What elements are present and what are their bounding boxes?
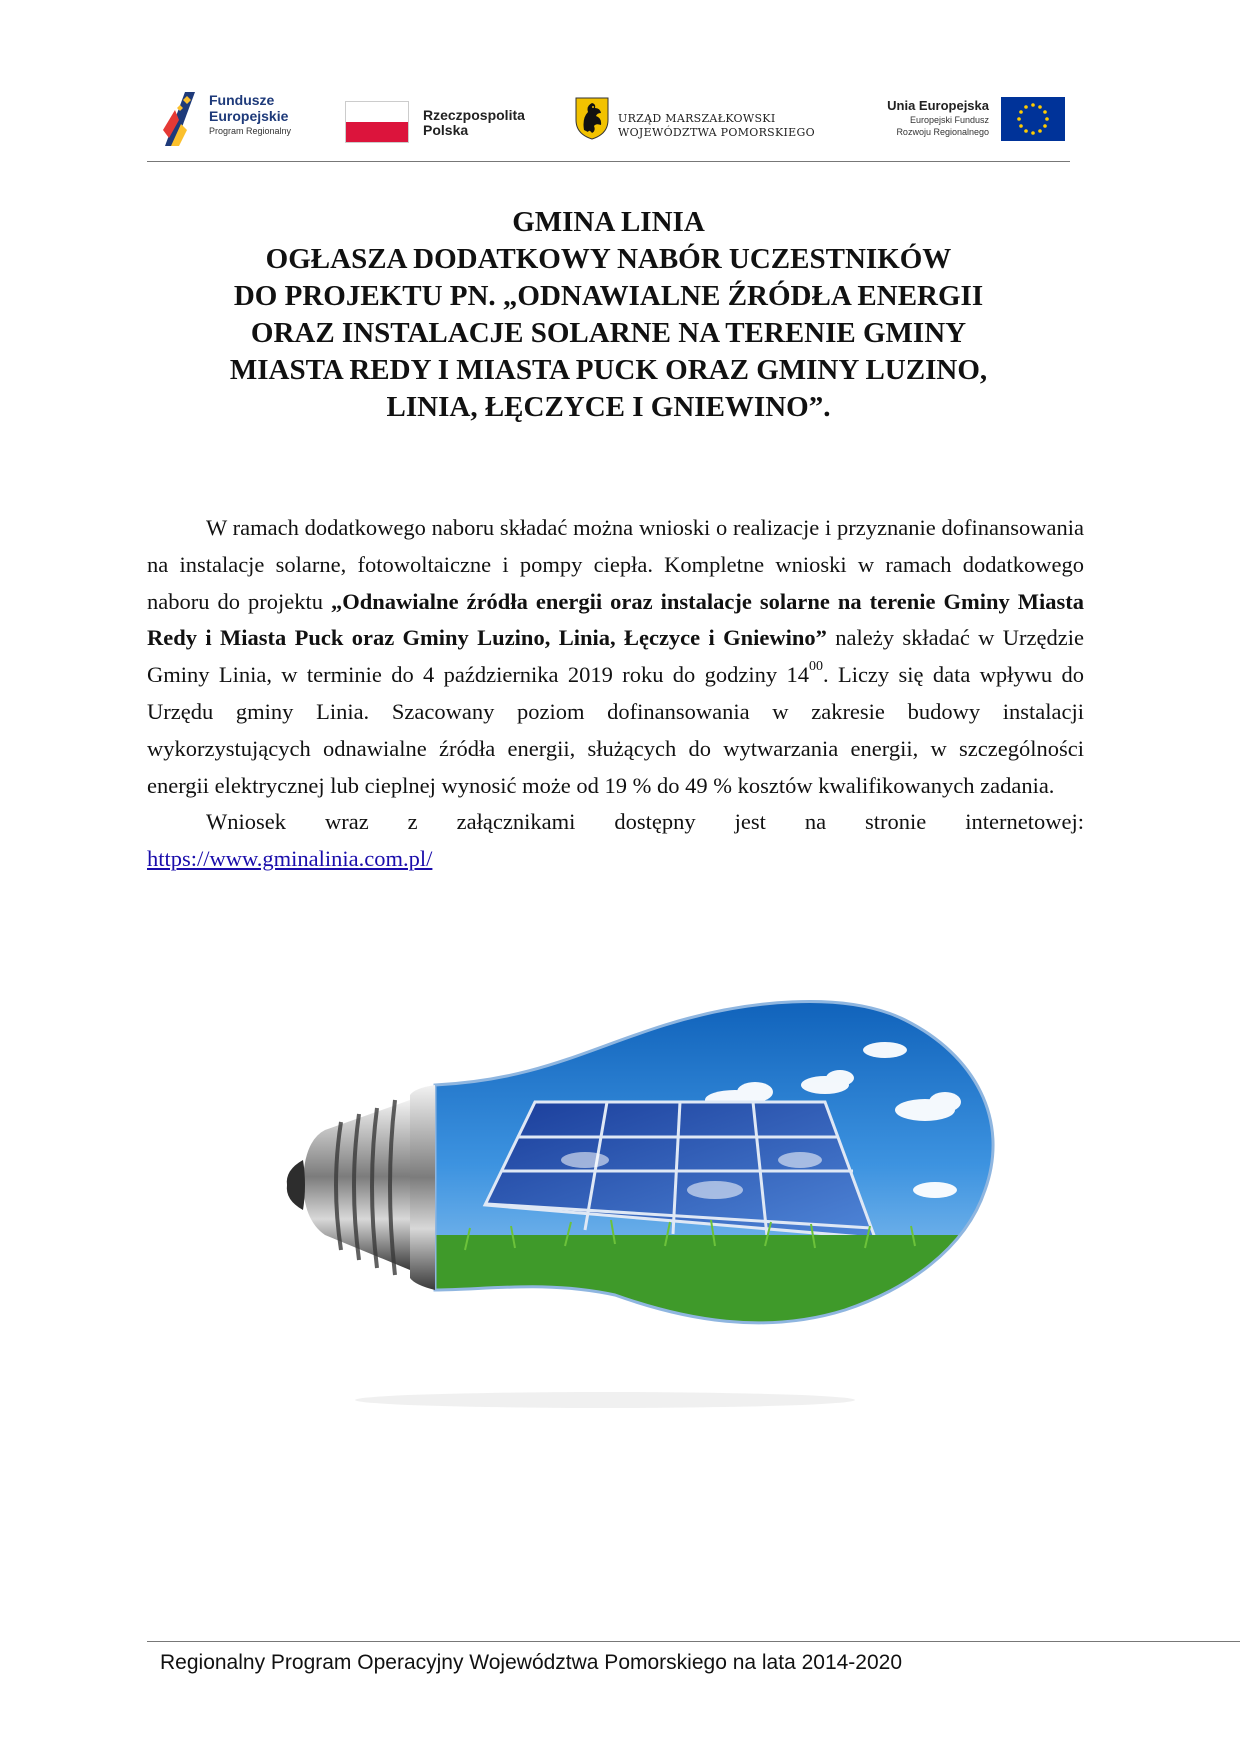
unia-europejska-logo xyxy=(861,88,1070,152)
fe-line1: Fundusze xyxy=(209,92,275,108)
p1-rest: . Liczy się data wpływu do Urzędu gminy Linia. Szacowany poziom dofinansowania w zakresie budowy instalacji wykorzystujących odnawialne źródła energii, służących do wytwarzania energii, w szczególności energii elektrycznej lub cieplnej wynosić może od 19 % do 49 % kosztów kwalifikowanych zadania. xyxy=(147,662,1084,798)
p2-text: Wniosek wraz z załącznikami dostępny jest na stronie internetowej: xyxy=(206,809,1084,835)
paragraph-1 xyxy=(147,510,1084,804)
p1-intro: W ramach dodatkowego naboru składać można wnioski o realizacje i przyznanie dofinansowania na instalacje solarne, fotowoltaiczne i pompy ciepła. Kompletne wnioski w ramach dodatkowego naboru do projektu xyxy=(147,515,1084,614)
um-line1: URZĄD MARSZAŁKOWSKI xyxy=(618,112,776,125)
eu-flag-icon xyxy=(1001,97,1065,141)
ue-line3: Rozwoju Regionalnego xyxy=(896,127,989,137)
um-line2: WOJEWÓDZTWA POMORSKIEGO xyxy=(618,126,815,139)
pomorskie-griffin-crest-icon xyxy=(574,96,610,140)
polish-flag-icon xyxy=(345,101,409,143)
announcement-body xyxy=(147,510,1084,878)
logo-header xyxy=(147,80,1070,158)
ue-line2: Europejski Fundusz xyxy=(909,115,989,125)
rzeczpospolita-logo xyxy=(345,88,535,152)
website-link[interactable]: https://www.gminalinia.com.pl/ xyxy=(147,846,433,872)
p1-project-name: „Odnawialne źródła energii oraz instalacje solarne na terenie Gminy Miasta Redy i Miasta Puck oraz Gminy Luzino, Linia, Łęczyce i Gniewino” xyxy=(147,588,1084,651)
footer-text: Regionalny Program Operacyjny Województwa Pomorskiego na lata 2014-2020 xyxy=(160,1651,903,1674)
title-line2: OGŁASZA DODATKOWY NABÓR UCZESTNIKÓW xyxy=(265,243,952,275)
title-line4: ORAZ INSTALACJE SOLARNE NA TERENIE GMINY xyxy=(250,317,967,349)
title-line3: DO PROJEKTU PN. „ODNAWIALNE ŹRÓDŁA ENERGII xyxy=(233,280,984,312)
ue-line1: Unia Europejska xyxy=(887,98,989,113)
lightbulb-solar-panel-illustration xyxy=(285,990,1015,1415)
p1-deadline: należy składać w Urzędzie Gminy Linia, w terminie do 4 października 2019 roku do godziny 14 xyxy=(147,625,1084,688)
fundusze-europejskie-logo xyxy=(161,88,311,152)
fe-line3: Program Regionalny xyxy=(209,126,292,136)
rp-line2: Polska xyxy=(423,122,469,138)
paragraph-2 xyxy=(147,804,1084,878)
title-line5: MIASTA REDY I MIASTA PUCK ORAZ GMINY LUZINO, xyxy=(229,354,988,386)
title-line6: LINIA, ŁĘCZYCE I GNIEWINO”. xyxy=(386,391,831,423)
rp-line1: Rzeczpospolita xyxy=(423,107,525,123)
header-divider xyxy=(147,161,1070,162)
fe-line2: Europejskie xyxy=(209,108,289,124)
urzad-marszalkowski-logo xyxy=(574,88,844,152)
footer-divider xyxy=(147,1641,1240,1642)
title-line1: GMINA LINIA xyxy=(512,206,705,238)
page-title xyxy=(147,204,1070,426)
fundusze-europejskie-icon xyxy=(161,90,203,148)
p1-minutes: 00 xyxy=(808,659,823,675)
